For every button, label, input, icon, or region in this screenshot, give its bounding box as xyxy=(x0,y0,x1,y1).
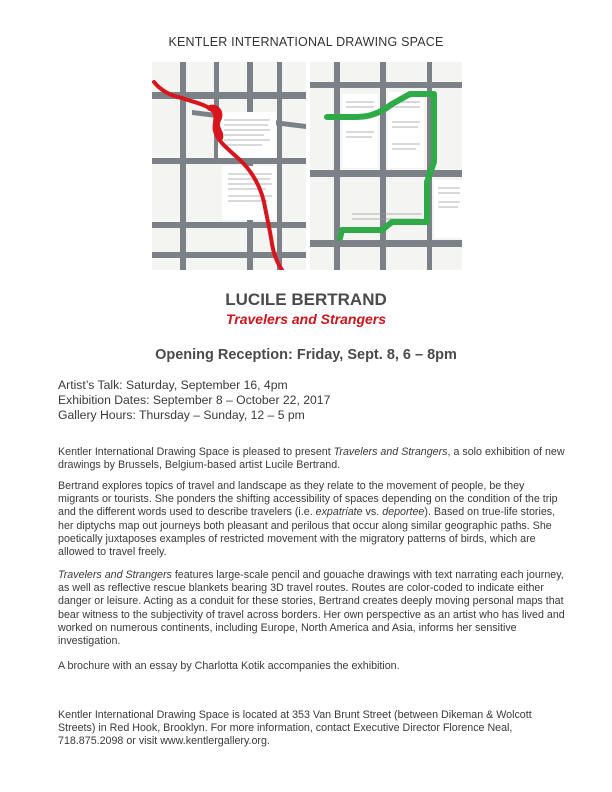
description-paragraph: Bertrand explores topics of travel and landscape as they relate to the movement of people, be they migrants or tourists. She ponders the shifting accessibility of spaces depending on the condition of the trip and the different words used to describe travelers (i.e. expatriate vs. deportee). Based on true-life stories, her diptychs map out journeys both pleasant and perilous that occur along similar geographic paths. She poetically juxtaposes examples of restricted movement with the migratory patterns of birds, which are allowed to travel freely. xyxy=(58,480,558,559)
brochure-paragraph: A brochure with an essay by Charlotta Kotik accompanies the exhibition. xyxy=(58,660,400,672)
intro-paragraph: Kentler International Drawing Space is pleased to present Travelers and Strangers, a solo exhibition of new drawings by Brussels, Belgium-based artist Lucile Bertrand. xyxy=(58,446,565,472)
artist-name: LUCILE BERTRAND xyxy=(225,290,387,309)
map-drawing xyxy=(152,62,462,270)
exhibition-dates: Exhibition Dates: September 8 – October 22, 2017 xyxy=(58,393,331,407)
artist-talk: Artist’s Talk: Saturday, September 16, 4pm xyxy=(58,378,288,392)
gallery-hours: Gallery Hours: Thursday – Sunday, 12 – 5 pm xyxy=(58,408,305,422)
location-paragraph: Kentler International Drawing Space is located at 353 Van Brunt Street (between Dikeman & Wolcott Streets) in Red Hook, Brooklyn. For more information, contact Executive Director Florence Neal, 718.875.2098 or visit www.kentlergallery.org. xyxy=(58,709,532,748)
exhibition-title: Travelers and Strangers xyxy=(225,311,387,327)
works-paragraph: Travelers and Strangers features large-scale pencil and gouache drawings with text narrating each journey, as well as reflective rescue blankets bearing 3D travel routes. Routes are color-coded to indicate either danger or leisure. Acting as a conduit for these stories, Bertrand creates deeply moving personal maps that bear witness to the subjectivity of travel across borders. Her own perspective as an artist who has lived and worked on numerous continents, including Europe, North America and Asia, informs her sensitive investigation. xyxy=(58,569,565,648)
venue-header: KENTLER INTERNATIONAL DRAWING SPACE xyxy=(168,35,444,49)
opening-reception: Opening Reception: Friday, Sept. 8, 6 – 8pm xyxy=(155,347,457,363)
artwork-image xyxy=(152,62,462,270)
event-details xyxy=(58,378,558,423)
